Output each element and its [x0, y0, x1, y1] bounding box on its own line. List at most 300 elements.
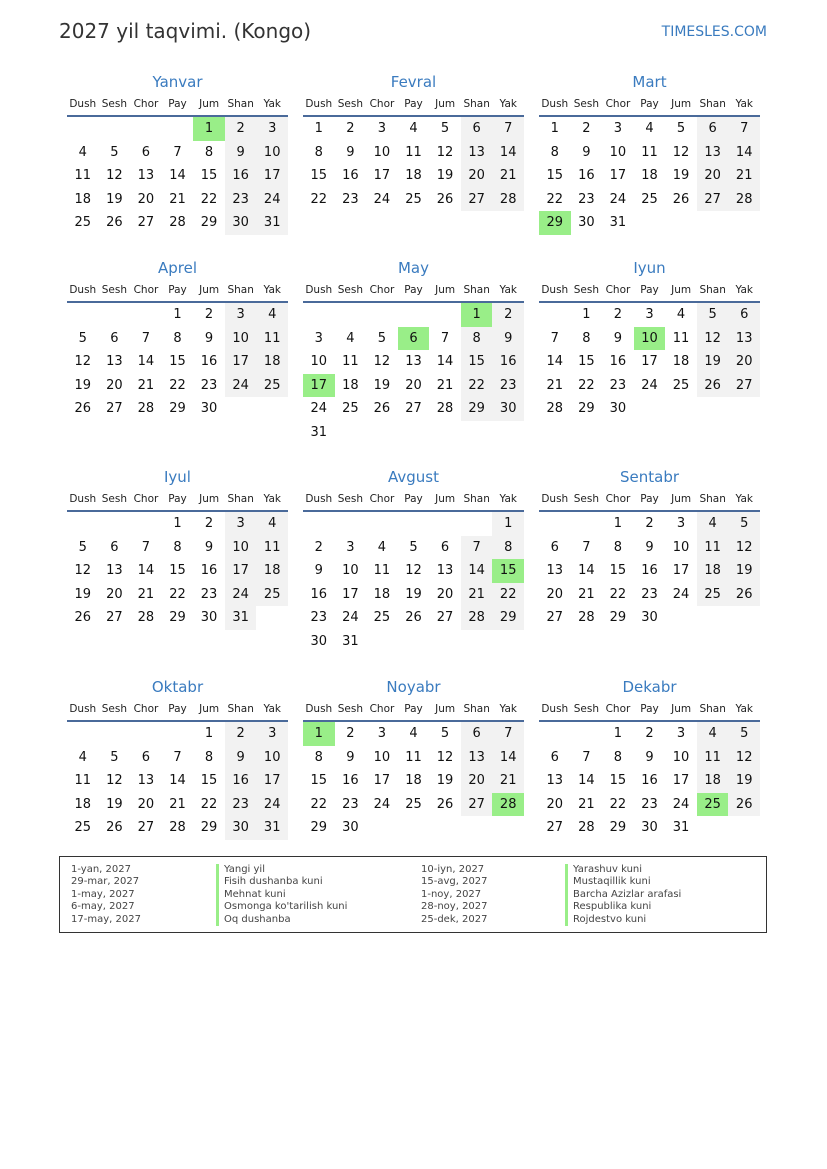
day-cell: 6: [141, 749, 151, 765]
weekday-header: [67, 489, 288, 512]
day-cell: 10: [609, 144, 627, 160]
weekday-label: Pay: [404, 493, 423, 505]
empty-cell: [67, 512, 99, 536]
month-sentabr: [539, 465, 760, 630]
weekday-label: Sesh: [337, 284, 363, 296]
weekday-label: Dush: [305, 703, 333, 715]
day-cell: 17: [373, 773, 391, 789]
day-cell: 2: [613, 307, 623, 322]
day-cell: 23: [641, 586, 658, 602]
weekday-header: [67, 94, 288, 117]
empty-cell: [335, 303, 367, 327]
weekday-label: Chor: [369, 284, 395, 296]
weekday-header: [303, 280, 524, 303]
weekday-label: Pay: [640, 98, 659, 110]
day-cell: 7: [550, 330, 559, 346]
weekday-label: Pay: [168, 284, 187, 296]
day-cell: 24: [672, 586, 690, 602]
empty-cell: [539, 512, 571, 536]
empty-cell: [398, 303, 430, 327]
day-cell: 29: [310, 820, 328, 836]
day-cell: 6: [728, 303, 760, 327]
day-cell: 2: [492, 303, 524, 327]
day-cell: 14: [461, 559, 493, 583]
empty-cell: [130, 303, 162, 327]
day-cell: 27: [137, 215, 155, 231]
holiday-day-cell: 25: [697, 793, 729, 817]
day-cell: 3: [613, 121, 623, 136]
day-cell: 14: [546, 354, 564, 370]
day-cell: 6: [110, 539, 119, 555]
day-cell: 27: [106, 401, 123, 417]
month-yanvar: [67, 70, 288, 235]
day-cell: 14: [578, 773, 595, 789]
day-cell: 19: [672, 168, 690, 184]
month-title: Avgust: [388, 468, 439, 486]
day-cell: 4: [697, 722, 729, 746]
weekday-label: Dush: [69, 493, 97, 505]
weekday-label: Sesh: [337, 493, 363, 505]
weekday-label: Shan: [463, 98, 490, 110]
weekday-label: Yak: [499, 703, 517, 715]
day-cell: 27: [461, 793, 493, 817]
day-cell: 20: [461, 164, 493, 188]
day-cell: 28: [728, 188, 760, 212]
day-cell: 1: [314, 121, 323, 136]
day-cell: 21: [728, 164, 760, 188]
day-cell: 8: [204, 749, 214, 765]
day-cell: 31: [342, 633, 359, 649]
day-cell: 7: [173, 749, 182, 765]
day-cell: 26: [106, 215, 123, 231]
month-title: Mart: [632, 73, 667, 91]
month-avgust: [303, 465, 524, 654]
day-cell: 25: [373, 610, 391, 626]
day-cell: 11: [641, 144, 658, 160]
day-cell: 20: [728, 350, 760, 374]
day-cell: 24: [256, 188, 288, 212]
day-cell: 11: [342, 354, 359, 370]
weekday-header: [539, 94, 760, 117]
weekday-label: Shan: [227, 703, 254, 715]
holiday-day-cell: 6: [398, 327, 430, 351]
weekday-label: Yak: [735, 493, 753, 505]
day-cell: 7: [440, 330, 450, 346]
day-cell: 7: [173, 144, 182, 160]
day-cell: 24: [225, 374, 257, 398]
weekday-label: Pay: [168, 98, 187, 110]
day-cell: 28: [578, 610, 595, 626]
weekday-label: Sesh: [337, 703, 363, 715]
day-cell: 29: [492, 606, 524, 630]
day-cell: 21: [137, 377, 155, 393]
weekday-label: Jum: [671, 493, 692, 505]
day-cell: 1: [492, 512, 524, 536]
day-cell: 9: [346, 144, 355, 160]
day-cell: 6: [550, 539, 559, 555]
day-cell: 9: [613, 330, 623, 346]
day-cell: 28: [137, 401, 155, 417]
day-cell: 13: [728, 327, 760, 351]
day-cell: 30: [225, 816, 257, 840]
day-cell: 20: [461, 769, 493, 793]
day-cell: 18: [373, 586, 391, 602]
day-cell: 27: [697, 188, 729, 212]
holiday-name: Osmonga ko'tarilish kuni: [216, 901, 347, 913]
day-cell: 27: [546, 610, 564, 626]
day-cell: 5: [676, 121, 686, 136]
day-cell: 23: [342, 191, 359, 207]
day-cell: 18: [342, 377, 359, 393]
day-cell: 5: [377, 330, 387, 346]
day-cell: 21: [492, 769, 524, 793]
day-cell: 4: [256, 512, 288, 536]
day-cell: 8: [314, 749, 323, 765]
day-cell: 30: [225, 211, 257, 235]
day-cell: 21: [546, 377, 564, 393]
weekday-label: Sesh: [573, 493, 599, 505]
month-fevral: [303, 70, 524, 211]
day-cell: 4: [256, 303, 288, 327]
day-cell: 28: [461, 606, 493, 630]
holiday-day-cell: 1: [461, 303, 493, 327]
day-cell: 22: [310, 796, 328, 812]
day-cell: 17: [672, 563, 690, 579]
day-cell: 16: [200, 354, 218, 370]
weekday-label: Jum: [671, 284, 692, 296]
day-cell: 26: [697, 374, 729, 398]
day-cell: 16: [342, 168, 359, 184]
day-cell: 14: [492, 141, 524, 165]
day-cell: 15: [578, 354, 595, 370]
day-cell: 17: [609, 168, 627, 184]
day-cell: 5: [440, 726, 450, 741]
day-cell: 30: [492, 397, 524, 421]
day-cell: 15: [546, 168, 564, 184]
day-cell: 20: [106, 377, 123, 393]
day-cell: 14: [728, 141, 760, 165]
day-cell: 8: [314, 144, 323, 160]
day-cell: 2: [225, 722, 257, 746]
weekday-label: Shan: [227, 98, 254, 110]
day-cell: 12: [728, 746, 760, 770]
day-cell: 25: [405, 796, 422, 812]
weekday-label: Jum: [435, 98, 456, 110]
day-grid: [539, 303, 760, 421]
day-cell: 26: [672, 191, 690, 207]
day-cell: 13: [106, 563, 123, 579]
day-cell: 28: [169, 820, 186, 836]
holiday-day-cell: 17: [303, 374, 335, 398]
day-cell: 4: [676, 307, 686, 322]
day-cell: 8: [582, 330, 591, 346]
day-cell: 7: [728, 117, 760, 141]
holiday-name: Yarashuv kuni: [565, 864, 681, 876]
holiday-name: Yangi yil: [216, 864, 347, 876]
weekday-label: Dush: [541, 493, 569, 505]
day-cell: 30: [342, 820, 359, 836]
day-cell: 8: [613, 749, 623, 765]
day-cell: 23: [225, 793, 257, 817]
day-cell: 12: [74, 354, 92, 370]
weekday-label: Sesh: [573, 284, 599, 296]
day-cell: 19: [436, 773, 454, 789]
day-cell: 9: [225, 141, 257, 165]
day-cell: 12: [74, 563, 92, 579]
holiday-name: Rojdestvo kuni: [565, 914, 681, 926]
empty-cell: [429, 512, 461, 536]
day-grid: [67, 722, 288, 840]
day-cell: 14: [169, 773, 186, 789]
weekday-label: Dush: [541, 98, 569, 110]
day-cell: 27: [106, 610, 123, 626]
month-mart: [539, 70, 760, 235]
day-cell: 24: [342, 610, 359, 626]
day-cell: 7: [582, 749, 591, 765]
day-cell: 21: [578, 586, 595, 602]
day-cell: 13: [697, 141, 729, 165]
empty-cell: [429, 303, 461, 327]
empty-cell: [366, 303, 398, 327]
day-cell: 28: [492, 188, 524, 212]
day-cell: 4: [697, 512, 729, 536]
day-cell: 15: [200, 168, 218, 184]
day-cell: 11: [405, 144, 422, 160]
day-cell: 19: [728, 769, 760, 793]
weekday-label: Yak: [263, 493, 281, 505]
day-cell: 11: [256, 536, 288, 560]
day-cell: 11: [256, 327, 288, 351]
day-cell: 18: [256, 559, 288, 583]
weekday-label: Pay: [640, 284, 659, 296]
day-cell: 19: [106, 796, 123, 812]
day-cell: 8: [613, 539, 623, 555]
day-cell: 6: [110, 330, 119, 346]
day-cell: 22: [578, 377, 595, 393]
weekday-label: Jum: [199, 493, 220, 505]
day-cell: 16: [492, 350, 524, 374]
day-cell: 25: [672, 377, 690, 393]
day-cell: 18: [697, 559, 729, 583]
day-cell: 16: [342, 773, 359, 789]
weekday-header: [539, 489, 760, 512]
weekday-label: Pay: [640, 703, 659, 715]
day-cell: 1: [550, 121, 559, 136]
holiday-day-cell: 1: [193, 117, 225, 141]
day-cell: 12: [672, 144, 690, 160]
day-cell: 1: [582, 307, 591, 322]
day-cell: 15: [310, 168, 328, 184]
day-cell: 20: [137, 191, 155, 207]
day-cell: 23: [492, 374, 524, 398]
day-cell: 23: [310, 610, 328, 626]
day-cell: 1: [613, 726, 623, 741]
day-cell: 14: [492, 746, 524, 770]
month-iyun: [539, 256, 760, 421]
weekday-label: Shan: [463, 493, 490, 505]
empty-cell: [571, 512, 603, 536]
holiday-date: 17-may, 2027: [71, 913, 141, 925]
day-cell: 20: [137, 796, 155, 812]
day-cell: 23: [578, 191, 595, 207]
day-cell: 15: [310, 773, 328, 789]
day-cell: 25: [256, 583, 288, 607]
day-grid: [67, 303, 288, 421]
day-cell: 10: [373, 749, 391, 765]
holiday-date: 6-may, 2027: [71, 901, 135, 913]
day-cell: 7: [492, 722, 524, 746]
day-cell: 21: [436, 377, 454, 393]
day-cell: 31: [256, 211, 288, 235]
day-cell: 20: [697, 164, 729, 188]
weekday-label: Shan: [227, 284, 254, 296]
day-cell: 11: [373, 563, 391, 579]
holiday-day-cell: 15: [492, 559, 524, 583]
weekday-label: Pay: [404, 703, 423, 715]
weekday-label: Dush: [305, 493, 333, 505]
day-cell: 29: [200, 820, 218, 836]
day-cell: 7: [461, 536, 493, 560]
day-cell: 29: [609, 820, 627, 836]
day-cell: 10: [342, 563, 359, 579]
empty-cell: [539, 722, 571, 746]
day-cell: 18: [697, 769, 729, 793]
month-title: Dekabr: [622, 678, 677, 696]
day-cell: 23: [609, 377, 627, 393]
weekday-label: Shan: [699, 98, 726, 110]
day-cell: 9: [346, 749, 355, 765]
day-cell: 19: [106, 191, 123, 207]
day-cell: 19: [74, 586, 92, 602]
weekday-header: [539, 280, 760, 303]
day-cell: 26: [106, 820, 123, 836]
day-cell: 10: [310, 354, 328, 370]
day-cell: 8: [173, 539, 182, 555]
day-cell: 18: [641, 168, 658, 184]
month-noyabr: [303, 675, 524, 840]
day-cell: 3: [256, 722, 288, 746]
day-grid: [539, 117, 760, 235]
day-cell: 5: [440, 121, 450, 136]
holiday-date: 29-mar, 2027: [71, 876, 140, 888]
day-cell: 17: [225, 350, 257, 374]
weekday-label: Shan: [699, 284, 726, 296]
day-cell: 24: [609, 191, 627, 207]
month-title: Aprel: [157, 259, 198, 277]
day-cell: 16: [641, 773, 658, 789]
day-cell: 13: [546, 563, 564, 579]
day-cell: 5: [728, 512, 760, 536]
day-grid: [539, 722, 760, 840]
day-cell: 4: [78, 749, 87, 765]
weekday-header: [67, 280, 288, 303]
weekday-label: Sesh: [101, 703, 127, 715]
day-cell: 22: [200, 796, 218, 812]
empty-cell: [571, 722, 603, 746]
day-cell: 19: [436, 168, 454, 184]
holiday-name: Oq dushanba: [216, 914, 347, 926]
day-cell: 22: [169, 377, 186, 393]
day-cell: 2: [346, 726, 355, 741]
day-cell: 13: [137, 168, 155, 184]
day-cell: 16: [200, 563, 218, 579]
month-may: [303, 256, 524, 445]
weekday-label: Dush: [69, 703, 97, 715]
weekday-label: Yak: [263, 98, 281, 110]
weekday-header: [303, 699, 524, 722]
day-cell: 15: [169, 563, 186, 579]
day-cell: 13: [405, 354, 422, 370]
day-grid: [67, 117, 288, 235]
day-cell: 11: [697, 746, 729, 770]
weekday-label: Chor: [369, 703, 395, 715]
weekday-label: Yak: [499, 284, 517, 296]
day-cell: 8: [492, 536, 524, 560]
day-cell: 31: [225, 606, 257, 630]
day-cell: 6: [550, 749, 559, 765]
day-cell: 2: [204, 516, 214, 531]
day-cell: 30: [200, 610, 218, 626]
day-cell: 23: [200, 586, 218, 602]
weekday-label: Jum: [199, 284, 220, 296]
empty-cell: [539, 303, 571, 327]
weekday-header: [303, 489, 524, 512]
day-cell: 19: [373, 377, 391, 393]
empty-cell: [162, 117, 194, 141]
day-cell: 10: [225, 327, 257, 351]
empty-cell: [99, 303, 131, 327]
weekday-label: Jum: [435, 284, 456, 296]
day-cell: 10: [256, 746, 288, 770]
day-cell: 26: [74, 610, 92, 626]
day-cell: 11: [672, 330, 690, 346]
day-cell: 19: [405, 586, 422, 602]
day-cell: 10: [256, 141, 288, 165]
day-cell: 23: [641, 796, 658, 812]
month-aprel: [67, 256, 288, 421]
day-cell: 2: [645, 726, 654, 741]
day-cell: 25: [405, 191, 422, 207]
holiday-date: 10-iyn, 2027: [421, 864, 485, 875]
day-cell: 13: [436, 563, 454, 579]
day-cell: 10: [672, 749, 690, 765]
day-cell: 15: [169, 354, 186, 370]
day-cell: 19: [728, 559, 760, 583]
day-cell: 29: [461, 397, 493, 421]
weekday-label: Pay: [404, 284, 423, 296]
day-cell: 22: [609, 796, 627, 812]
weekday-label: Yak: [499, 98, 517, 110]
day-cell: 21: [169, 796, 186, 812]
day-cell: 2: [346, 121, 355, 136]
day-cell: 23: [200, 377, 218, 393]
weekday-label: Pay: [168, 703, 187, 715]
day-cell: 9: [314, 563, 323, 579]
weekday-label: Chor: [605, 98, 631, 110]
page-title: 2027 yil taqvimi. (Kongo): [59, 19, 312, 43]
day-cell: 18: [672, 354, 690, 370]
holiday-name: Mustaqillik kuni: [565, 876, 681, 888]
day-cell: 2: [225, 117, 257, 141]
day-cell: 20: [106, 586, 123, 602]
day-cell: 11: [74, 773, 92, 789]
day-cell: 9: [225, 746, 257, 770]
brand-link[interactable]: TIMESLES.COM: [661, 24, 767, 40]
weekday-label: Dush: [541, 284, 569, 296]
weekday-label: Dush: [69, 98, 97, 110]
day-cell: 5: [110, 144, 119, 160]
day-cell: 18: [74, 191, 92, 207]
